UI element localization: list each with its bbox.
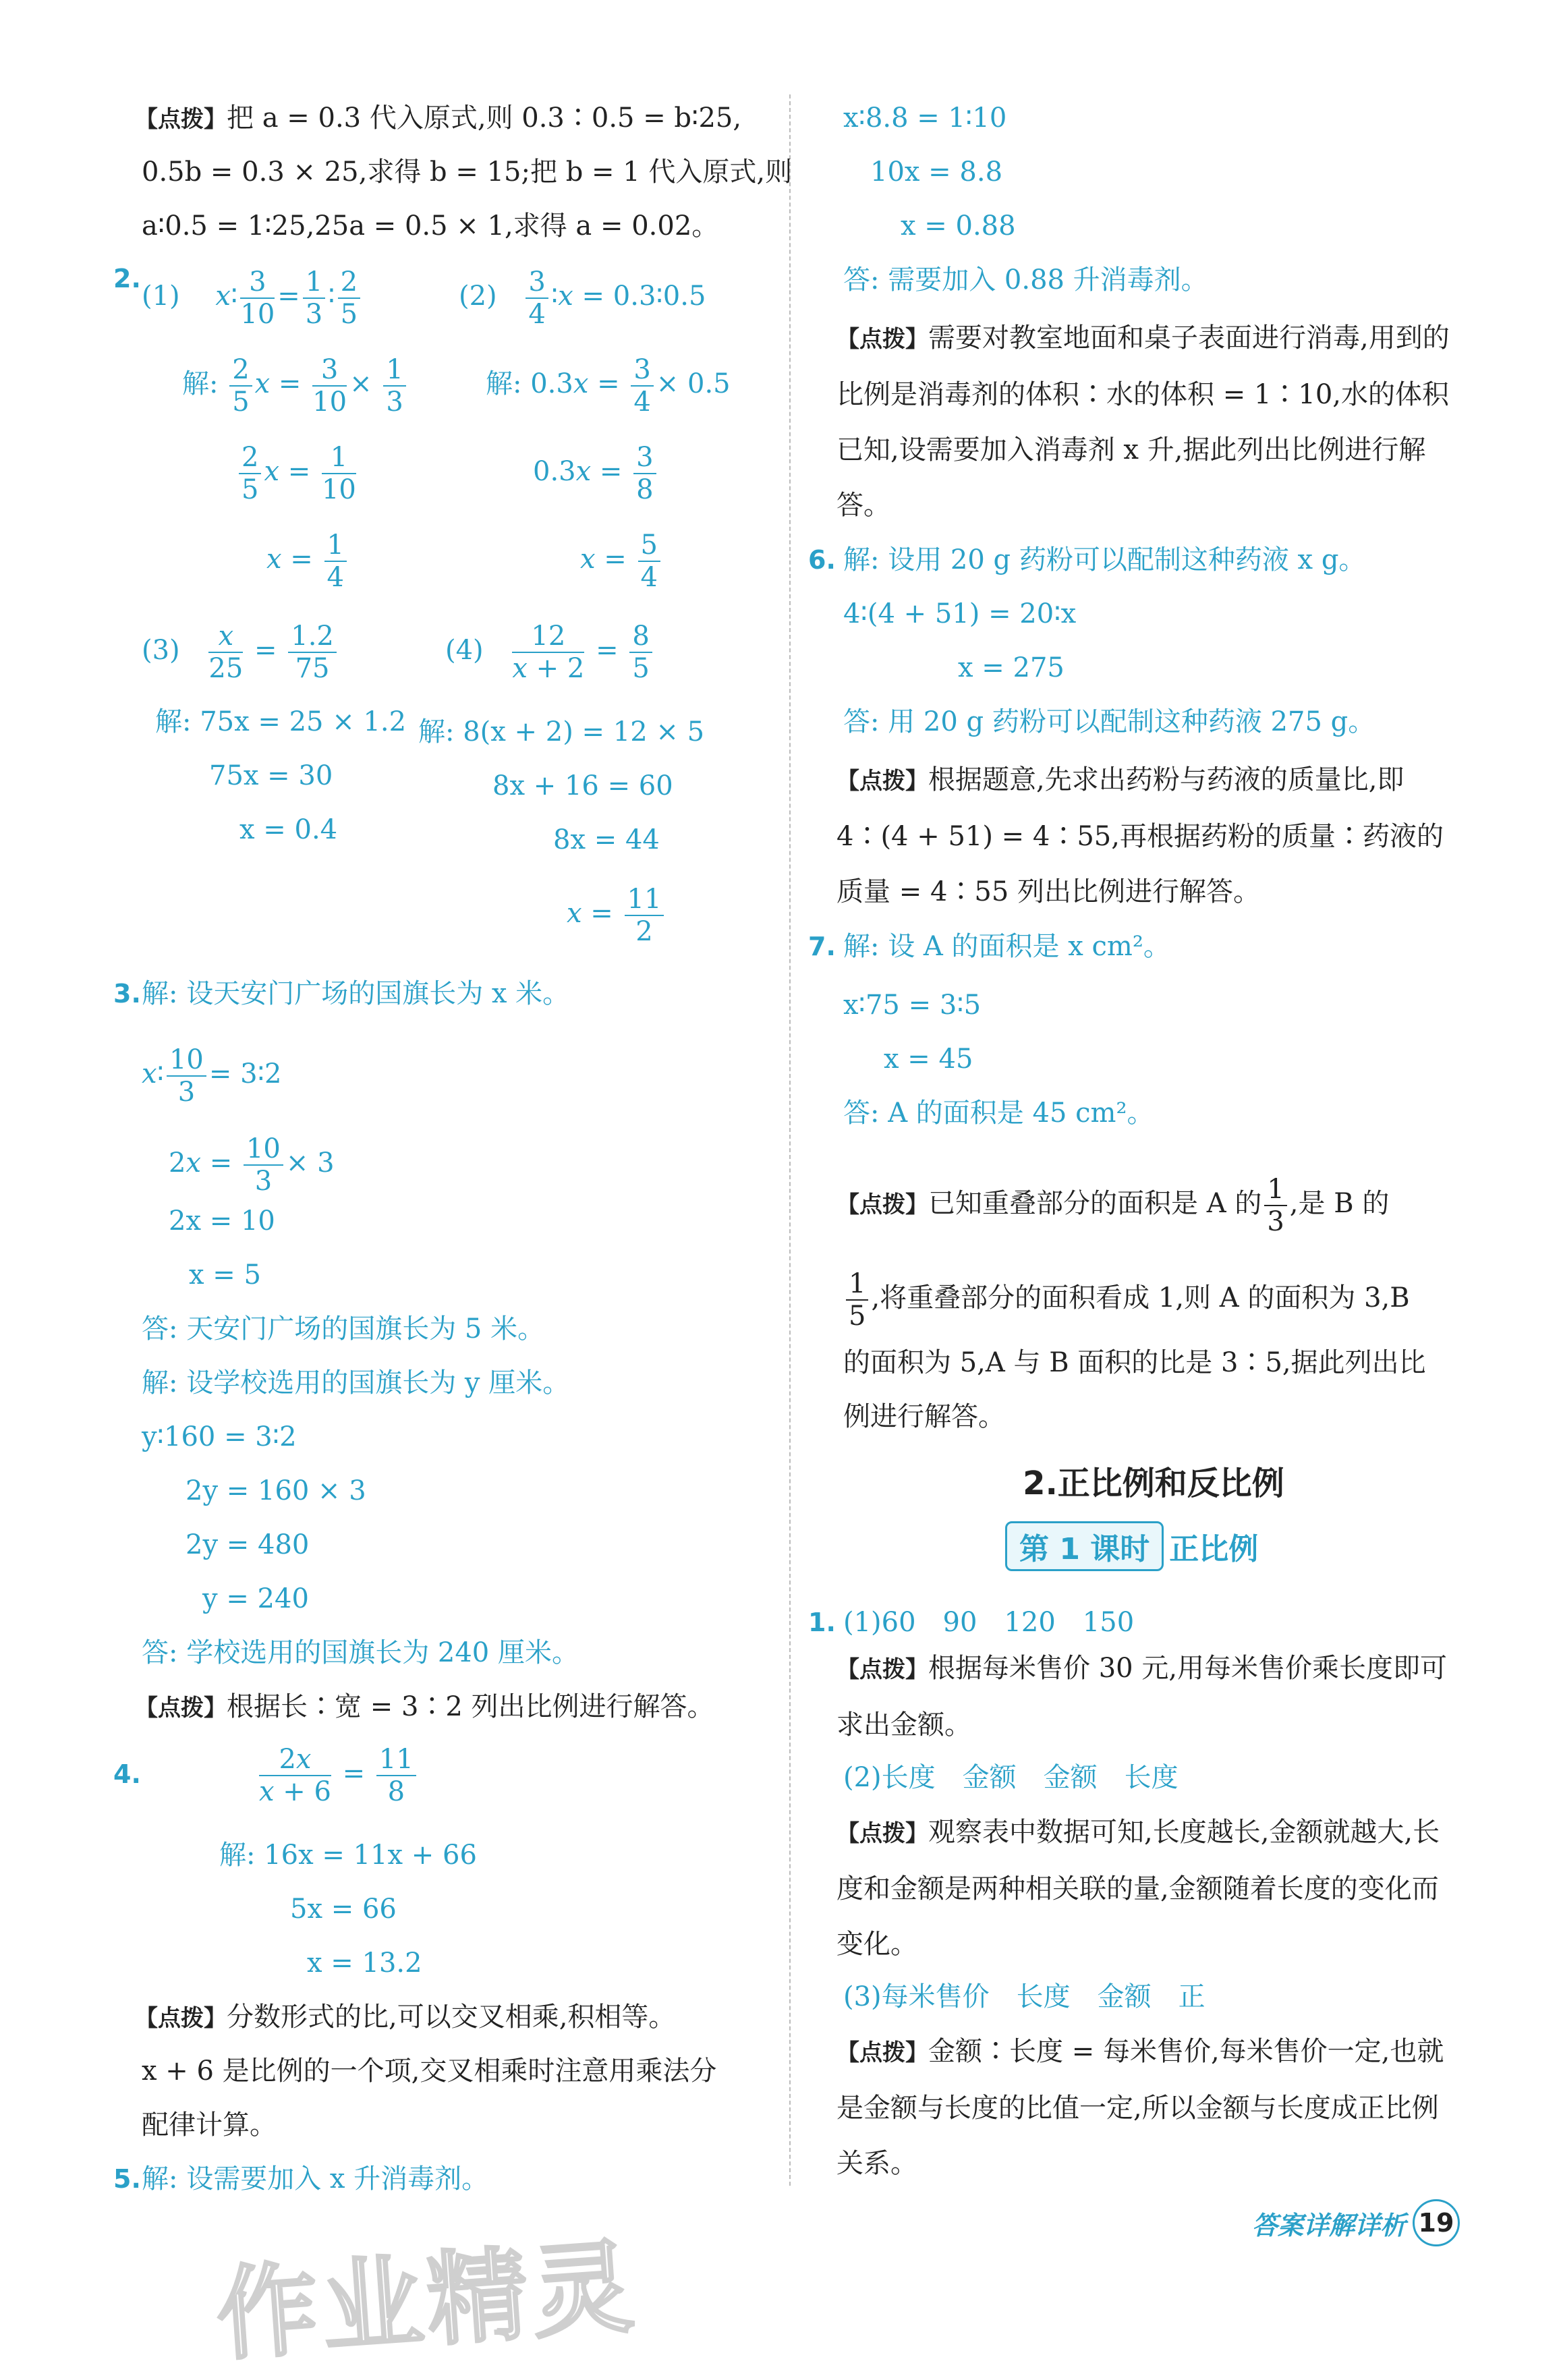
q4-step2: 5x = 66 <box>290 1894 397 1925</box>
question-number: 6. <box>808 545 836 575</box>
q2-part4-step3: 8x = 44 <box>553 824 660 855</box>
q4-equation: $\frac{2x}{x + 6}$ = $\frac{11}{8}$ <box>256 1744 419 1807</box>
column-divider <box>789 94 791 2186</box>
tip-text: a∶0.5 = 1∶25,25a = 0.5 × 1,求得 a = 0.02。 <box>142 210 719 242</box>
q7-setup: 解: 设 A 的面积是 x cm²。 <box>843 931 1170 962</box>
q4-step1: 解: 16x = 11x + 66 <box>219 1840 477 1871</box>
q6-answer: 答: 用 20 g 药粉可以配制这种药液 275 g。 <box>843 706 1375 737</box>
q7-answer-value: x = 45 <box>884 1044 973 1075</box>
q2-part3-answer: x = 0.4 <box>239 814 338 845</box>
q2-part3-step2: 75x = 30 <box>209 760 333 791</box>
tip-label: 【点拨】 <box>836 326 928 353</box>
tip-label: 【点拨】 <box>135 2005 227 2032</box>
q3-answer: 答: 天安门广场的国旗长为 5 米。 <box>142 1313 545 1344</box>
q3-equation2: y∶160 = 3∶2 <box>142 1421 297 1452</box>
q4-answer: x = 13.2 <box>307 1948 422 1979</box>
section-title: 2.正比例和反比例 <box>1023 1465 1284 1502</box>
q3-step4: 2y = 480 <box>186 1529 310 1560</box>
q5-answer-value: x = 0.88 <box>901 210 1016 242</box>
page-footer <box>1252 2199 1460 2246</box>
q2-part2-step1: 解: 0.3x = $\frac{3}{4}$ × 0.5 <box>486 354 731 418</box>
lesson-header <box>1005 1521 1258 1571</box>
q2-part1-equation: (1) x∶ $\frac{3}{10}$ = $\frac{1}{3}$ ∶ $\frac{2}{5}$ <box>142 266 363 330</box>
q2-part1-step1: 解: $\frac{2}{5}$ x = $\frac{3}{10}$ × $\frac{1}{3}$ <box>182 354 409 418</box>
q2-part2-equation: (2) $\frac{3}{4}$ ∶x = 0.3∶0.5 <box>459 266 706 330</box>
q6-equation: 4∶(4 + 51) = 20∶x <box>843 598 1077 629</box>
question-number: 2. <box>113 264 141 293</box>
q2-part3-equation: (3) $\frac{x}{25}$ = $\frac{1.2}{75}$ <box>142 621 339 684</box>
watermark-logo: 作业精灵 <box>212 2228 642 2375</box>
question-number: 7. <box>808 932 836 961</box>
lesson-number-badge: 第 1 课时 <box>1005 1521 1164 1571</box>
q3-setup: 解: 设天安门广场的国旗长为 x 米。 <box>142 978 570 1009</box>
q3-answer-value: x = 5 <box>189 1259 261 1291</box>
tip-text: 0.5b = 0.3 × 25,求得 b = 15;把 b = 1 代入原式,则 <box>142 157 793 188</box>
q2-part4-equation: (4) $\frac{12}{x + 2}$ = $\frac{8}{5}$ <box>445 621 655 684</box>
tip-paragraph: 【点拨】观察表中数据可知,长度越长,金额就越大,长度和金额是两种相关联的量,金额随着长度的变化而变化。 <box>836 1817 1440 1960</box>
tip-paragraph: 【点拨】需要对教室地面和桌子表面进行消毒,用到的比例是消毒剂的体积∶水的体积 = 1∶10,水的体积已知,设需要加入消毒剂 x 升,据此列出比例进行解答。 <box>836 322 1450 521</box>
tip-label: 【点拨】 <box>836 768 928 795</box>
tip-line: 【点拨】分数形式的比,可以交叉相乘,积相等。 <box>135 2002 676 2033</box>
tip-label: 【点拨】 <box>836 1191 928 1218</box>
q5-step1: 10x = 8.8 <box>870 157 1003 188</box>
q3-step2: 2x = 10 <box>169 1206 275 1237</box>
q3-setup2: 解: 设学校选用的国旗长为 y 厘米。 <box>142 1367 570 1398</box>
tip-line: 【点拨】根据长∶宽 = 3∶2 列出比例进行解答。 <box>135 1691 714 1722</box>
tip-text: 配律计算。 <box>142 2109 277 2141</box>
q3-answer-value2: y = 240 <box>202 1583 309 1614</box>
tip-paragraph: 【点拨】金额∶长度 = 每米售价,每米售价一定,也就是金额与长度的比值一定,所以金额与长度成正比例关系。 <box>836 2036 1444 2179</box>
tip-text: x + 6 是比例的一个项,交叉相乘时注意用乘法分 <box>142 2056 717 2087</box>
q6-answer-value: x = 275 <box>958 652 1065 683</box>
q2-part4-step2: 8x + 16 = 60 <box>492 770 673 801</box>
q5-answer: 答: 需要加入 0.88 升消毒剂。 <box>843 264 1208 295</box>
tip-paragraph: 【点拨】根据题意,先求出药粉与药液的质量比,即 4∶(4 + 51) = 4∶55,再根据药粉的质量∶药液的质量 = 4∶55 列出比例进行解答。 <box>836 764 1444 907</box>
q5-setup: 解: 设需要加入 x 升消毒剂。 <box>142 2163 489 2194</box>
q2-part4-answer: x = $\frac{11}{2}$ <box>567 884 666 947</box>
tip-label: 【点拨】 <box>135 106 227 133</box>
s1-part3-answer: (3)每米售价 长度 金额 正 <box>843 1981 1205 2012</box>
tip-label: 【点拨】 <box>135 1695 227 1722</box>
tip-line: 【点拨】已知重叠部分的面积是 A 的 $\frac{1}{3}$ ,是 B 的 <box>836 1174 1390 1237</box>
tip-label: 【点拨】 <box>836 1656 928 1683</box>
q6-setup: 解: 设用 20 g 药粉可以配制这种药液 x g。 <box>843 544 1366 575</box>
footer-label: 答案详解详析 <box>1251 2210 1406 2240</box>
q3-answer2: 答: 学校选用的国旗长为 240 厘米。 <box>142 1637 579 1668</box>
tip-line: $\frac{1}{5}$ ,将重叠部分的面积看成 1,则 A 的面积为 3,B <box>843 1268 1410 1332</box>
s1-part1-answer: (1)60 90 120 150 <box>843 1607 1135 1638</box>
question-number: 4. <box>113 1759 141 1789</box>
q3-equation: x∶ $\frac{10}{3}$ = 3∶2 <box>142 1044 282 1108</box>
tip-label: 【点拨】 <box>836 1820 928 1847</box>
q2-part1-step2: $\frac{2}{5}$ x = $\frac{1}{10}$ <box>236 442 359 505</box>
q2-part2-answer: x = $\frac{5}{4}$ <box>580 530 663 593</box>
s1-part2-answer: (2)长度 金额 金额 长度 <box>843 1762 1179 1793</box>
tip-line: 【点拨】把 a = 0.3 代入原式,则 0.3∶0.5 = b∶25, <box>135 103 742 134</box>
question-number: 3. <box>113 979 141 1009</box>
q2-part1-answer: x = $\frac{1}{4}$ <box>266 530 349 593</box>
tip-text: 例进行解答。 <box>843 1401 1005 1432</box>
tip-label: 【点拨】 <box>836 2039 928 2066</box>
tip-paragraph: 【点拨】根据每米售价 30 元,用每米售价乘长度即可求出金额。 <box>836 1653 1448 1740</box>
q2-part3-step1: 解: 75x = 25 × 1.2 <box>155 706 407 737</box>
q7-equation: x∶75 = 3∶5 <box>843 990 982 1021</box>
lesson-title: 正比例 <box>1169 1532 1259 1566</box>
q2-part4-step1: 解: 8(x + 2) = 12 × 5 <box>418 716 705 747</box>
q3-step1: 2x = $\frac{10}{3}$ × 3 <box>169 1133 335 1197</box>
q3-step3: 2y = 160 × 3 <box>186 1475 366 1506</box>
question-number: 1. <box>808 1608 836 1637</box>
q5-equation: x∶8.8 = 1∶10 <box>843 103 1007 134</box>
page-number: 19 <box>1413 2199 1460 2246</box>
question-number: 5. <box>113 2164 141 2194</box>
q7-answer: 答: A 的面积是 45 cm²。 <box>843 1098 1154 1129</box>
q2-part2-step2: 0.3x = $\frac{3}{8}$ <box>533 442 659 505</box>
tip-text: 的面积为 5,A 与 B 面积的比是 3∶5,据此列出比 <box>843 1347 1426 1378</box>
